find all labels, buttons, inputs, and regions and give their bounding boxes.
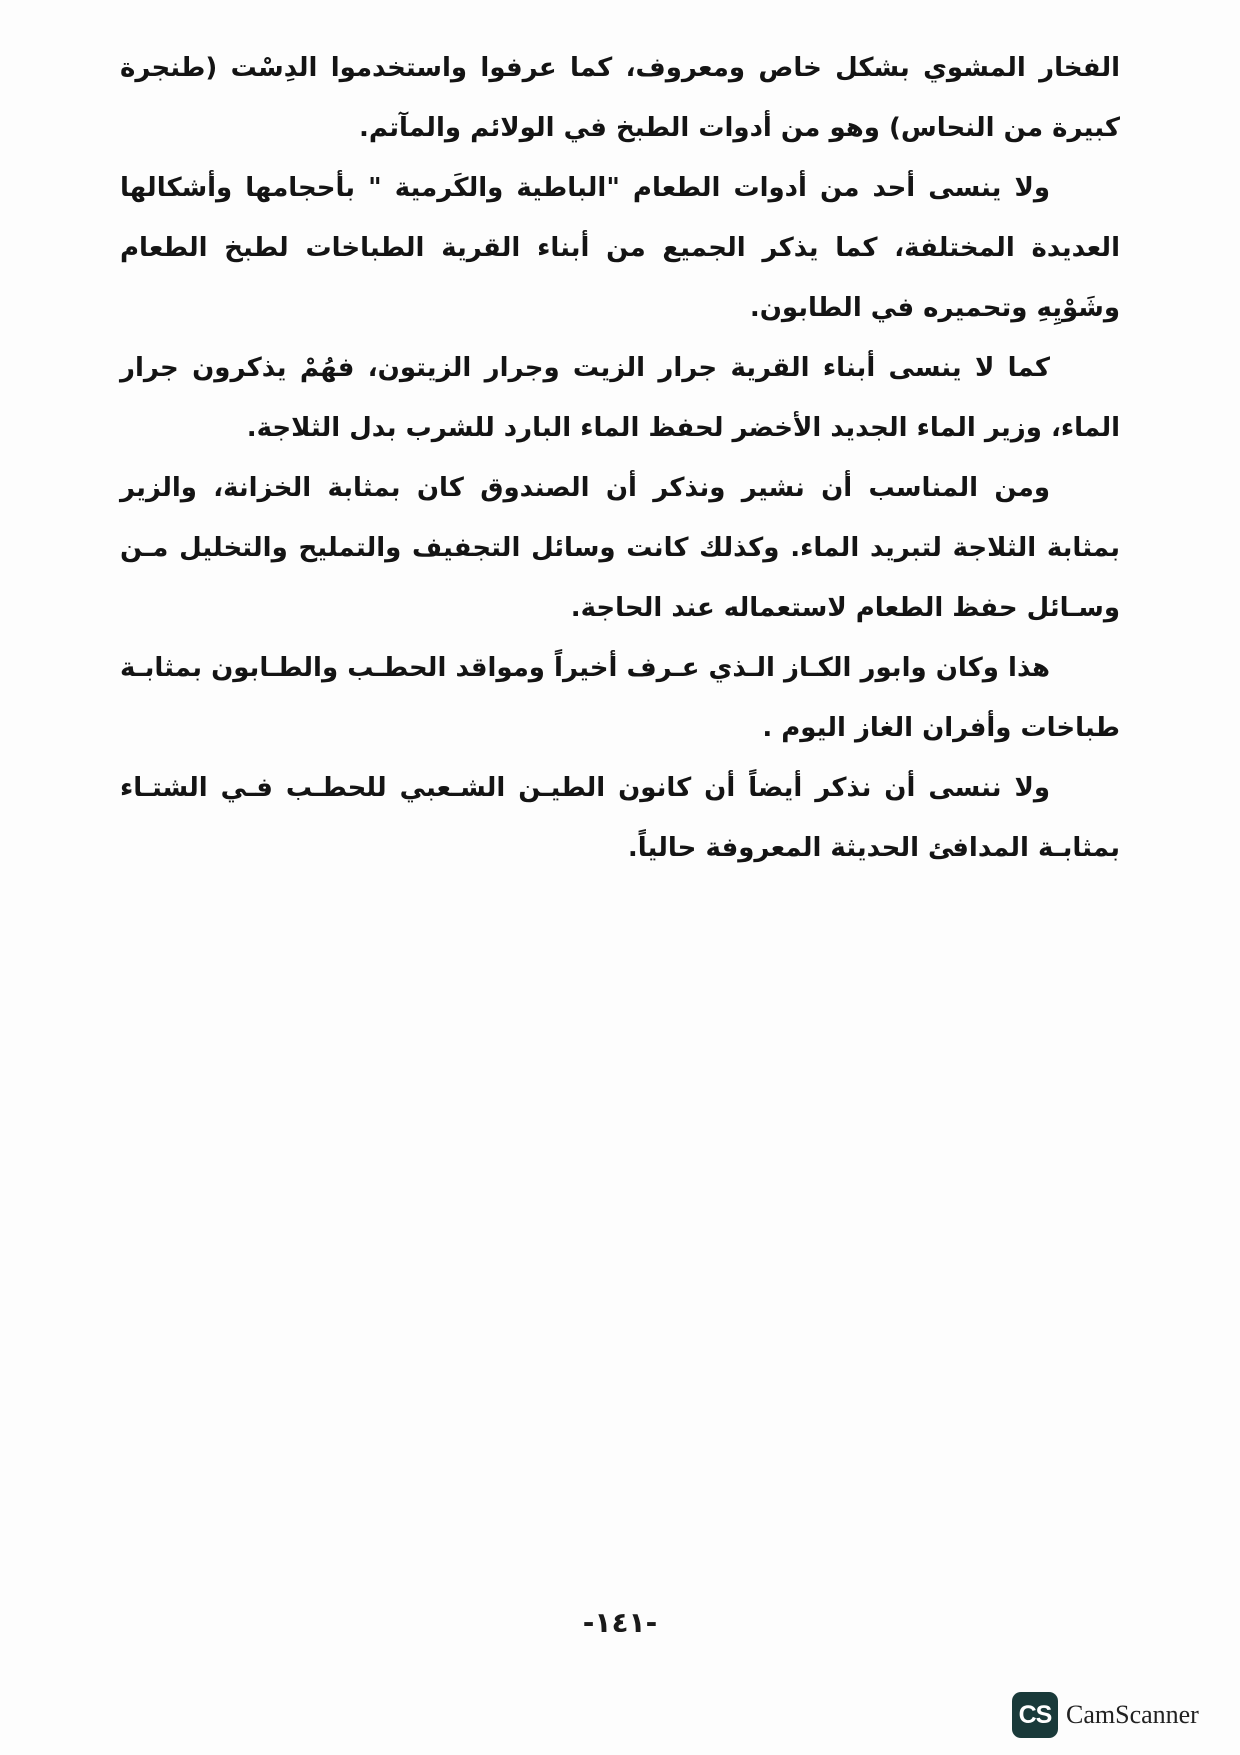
paragraph-5: هذا وكان وابور الكـاز الـذي عـرف أخيراً ومواقد الحطـب والطـابون بمثابـة طباخات وأفران الغاز اليوم . — [120, 653, 1120, 743]
page-number: -١٤١- — [582, 1606, 658, 1639]
paragraph-3: كما لا ينسى أبناء القرية جرار الزيت وجرار الزيتون، فهُمْ يذكرون جرار الماء، وزير الماء الجديد الأخضر لحفظ الماء البارد للشرب بدل الثلاجة. — [120, 353, 1120, 443]
paragraph-6: ولا ننسى أن نذكر أيضاً أن كانون الطيـن الشـعبي للحطـب فـي الشتـاء بمثابـة المدافئ الحديثة المعروفة حالياً. — [120, 773, 1120, 863]
camscanner-watermark — [1012, 1690, 1222, 1740]
body-text — [120, 38, 1120, 878]
camscanner-name: CamScanner — [1066, 1700, 1199, 1729]
paragraph-2: ولا ينسى أحد من أدوات الطعام "الباطية والكَرمية " بأحجامها وأشكالها العديدة المختلفة، كما يذكر الجميع من أبناء القرية الطباخات لطبخ الطعام وشَوْيِهِ وتحميره في الطابون. — [120, 173, 1120, 323]
camscanner-logo-icon: CS — [1012, 1692, 1058, 1738]
paragraph-1: الفخار المشوي بشكل خاص ومعروف، كما عرفوا واستخدموا الدِسْت (طنجرة كبيرة من النحاس) وهو من أدوات الطبخ في الولائم والمآتم. — [120, 53, 1120, 143]
paragraph-4: ومن المناسب أن نشير ونذكر أن الصندوق كان بمثابة الخزانة، والزير بمثابة الثلاجة لتبريد الماء. وكذلك كانت وسائل التجفيف والتمليح والتخليل مـن وسـائل حفظ الطعام لاستعماله عند الحاجة. — [120, 473, 1120, 623]
